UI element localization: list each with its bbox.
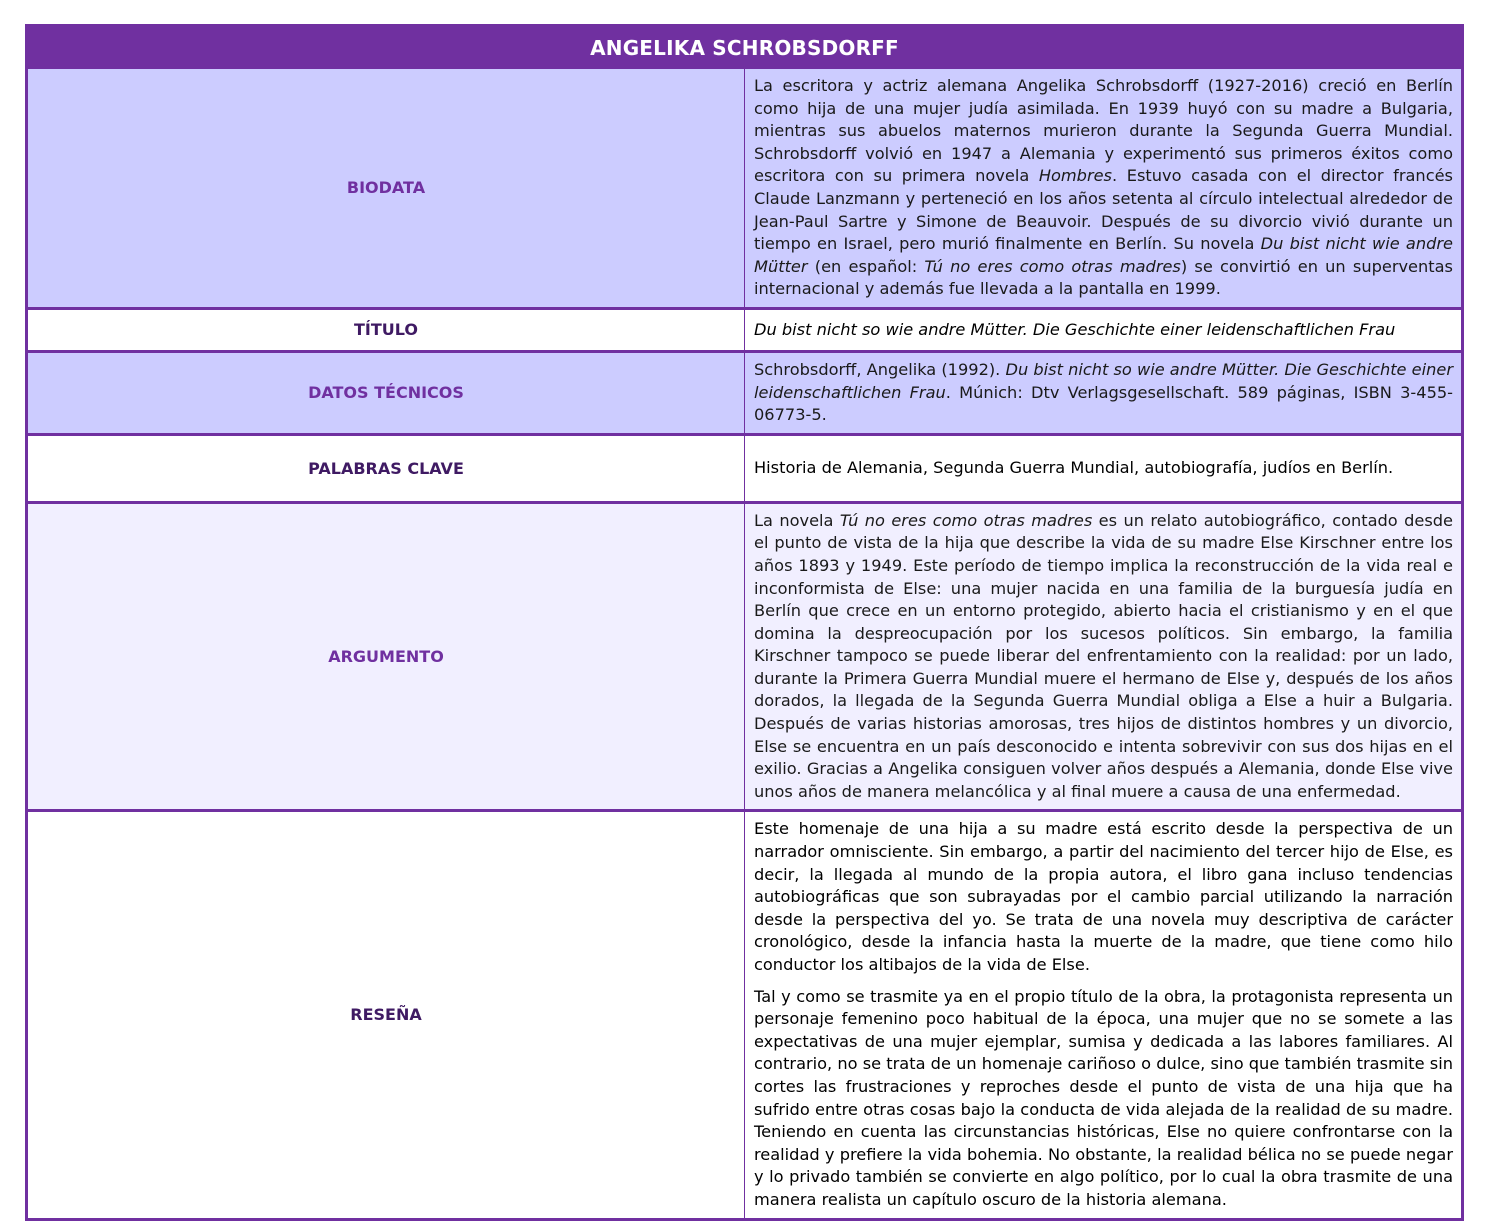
record-table (28, 27, 1461, 1218)
argumento-text: La novela Tú no eres como otras madres es un relato autobiográfico, contado desde el punto de vista de la hija que describe la vida de su madre Else Kirschner entre los años 1893 y 1949. Este período de tiempo implica la reconstrucción de la vida real e inconformista de Else: una mujer nacida en una familia de la burguesía judía en Berlín que crece en un entorno protegido, abierto hacia el cristianismo y en el que domina la despreocupación por los sucesos políticos. Sin embargo, la familia Kirschner tampoco se puede liberar del enfrentamiento con la realidad: por un lado, durante la Primera Guerra Mundial muere el hermano de Else y, después de los años dorados, la llegada de la Segunda Guerra Mundial obliga a Else a huir a Bulgaria. Después de varias historias amorosas, tres hijos de distintos hombres y un divorcio, Else se encuentra en un país desconocido e intenta sobrevivir con sus dos hijas en el exilio. Gracias a Angelika consiguen volver años después a Alemania, donde Else vive unos años de manera melancólica y al final muere a causa de una enfermedad. (745, 502, 1462, 811)
datos-text: Schrobsdorff, Angelika (1992). Du bist nicht so wie andre Mütter. Die Geschichte einer leidenschaftlichen Frau. Múnich: Dtv Verlagsgesellschaft. 589 páginas, ISBN 3-455-06773-5. (745, 351, 1462, 434)
palabras-label: PALABRAS CLAVE (28, 434, 745, 502)
resena-paragraph-1: Este homenaje de una hija a su madre está escrito desde la perspectiva de un narrador omnisciente. Sin embargo, a partir del nacimiento del tercer hijo de Else, es decir, la llegada al mundo de la propia autora, el libro gana incluso tendencias autobiográficas que son subrayadas por el cambio parcial utilizando la narración desde la perspectiva del yo. Se trata de una novela muy descriptiva de carácter cronológico, desde la infancia hasta la muerte de la madre, que tiene como hilo conductor los altibajos de la vida de Else. (754, 819, 1453, 974)
book-record-card (25, 24, 1464, 1221)
titulo-row (28, 308, 1461, 351)
resena-text (745, 811, 1462, 1218)
datos-label: DATOS TÉCNICOS (28, 351, 745, 434)
palabras-row (28, 434, 1461, 502)
titulo-label: TÍTULO (28, 308, 745, 351)
resena-paragraph-2: Tal y como se trasmite ya en el propio título de la obra, la protagonista representa un personaje femenino poco habitual de la época, una mujer que no se somete a las expectativas de una mujer ejemplar, sumisa y dedicada a las labores familiares. Al contrario, no se trata de un homenaje cariñoso o dulce, sino que también trasmite sin cortes las frustraciones y reproches desde el punto de vista de una hija que ha sufrido entre otras cosas bajo la conducta de vida alejada de la realidad de su madre. Teniendo en cuenta las circunstancias históricas, Else no quiere confrontarse con la realidad y prefiere la vida bohemia. No obstante, la realidad bélica no se puede negar y lo privado también se convierte en algo político, por lo cual la obra trasmite de una manera realista un capítulo oscuro de la historia alemana. (754, 986, 1453, 1209)
argumento-label: ARGUMENTO (28, 502, 745, 811)
resena-label: RESEÑA (28, 811, 745, 1218)
datos-row (28, 351, 1461, 434)
titulo-text: Du bist nicht so wie andre Mütter. Die Geschichte einer leidenschaftlichen Frau (745, 308, 1462, 351)
biodata-text: La escritora y actriz alemana Angelika Schrobsdorff (1927-2016) creció en Berlín como hija de una mujer judía asimilada. En 1939 huyó con su madre a Bulgaria, mientras sus abuelos maternos murieron durante la Segunda Guerra Mundial. Schrobsdorff volvió en 1947 a Alemania y experimentó sus primeros éxitos como escritora con su primera novela Hombres. Estuvo casada con el director francés Claude Lanzmann y perteneció en los años setenta al círculo intelectual alrededor de Jean-Paul Sartre y Simone de Beauvoir. Después de su divorcio vivió durante un tiempo en Israel, pero murió finalmente en Berlín. Su novela Du bist nicht wie andre Mütter (en español: Tú no eres como otras madres) se convirtió en un superventas internacional y además fue llevada a la pantalla en 1999. (745, 69, 1462, 308)
header-row (28, 27, 1461, 69)
biodata-row (28, 69, 1461, 308)
resena-row (28, 811, 1461, 1218)
palabras-text: Historia de Alemania, Segunda Guerra Mundial, autobiografía, judíos en Berlín. (745, 434, 1462, 502)
author-title: ANGELIKA SCHROBSDORFF (28, 27, 1461, 69)
argumento-row (28, 502, 1461, 811)
biodata-label: BIODATA (28, 69, 745, 308)
